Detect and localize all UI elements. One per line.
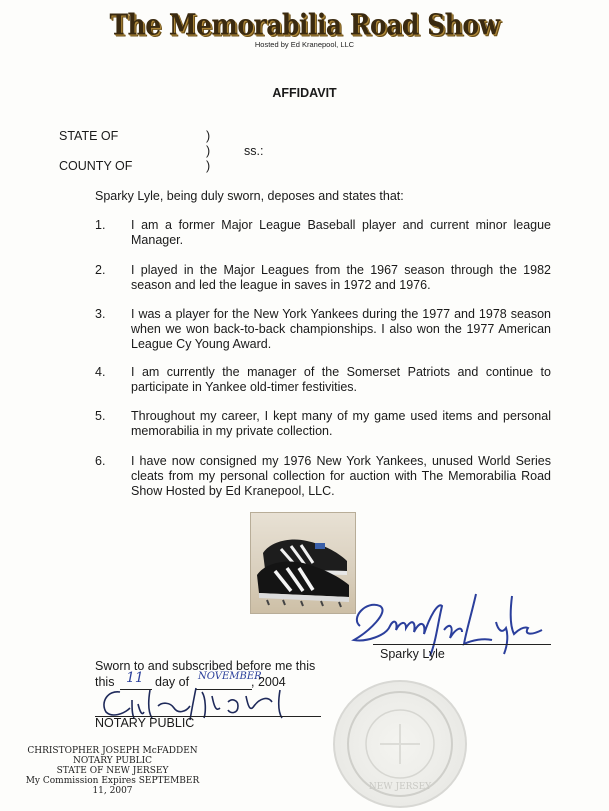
item-text: Throughout my career, I kept many of my game used items and personal memorabilia in my private collection. [131,409,551,438]
item-text: I have now consigned my 1976 New York Yankees, unused World Series cleats from my personal collection for auction with The Memorabilia Road Show Hosted by Ed Kranepool, LLC. [131,454,551,498]
venue-paren-3: ) [206,159,211,173]
month-value: NOVEMBER [198,671,262,682]
document-title: AFFIDAVIT [272,86,337,100]
notary-stamp-state: STATE OF NEW JERSEY [56,766,169,776]
notary-seal [333,680,467,808]
affiant-signature-line [373,644,551,645]
notary-label: NOTARY PUBLIC [95,716,195,730]
letterhead-subtitle: Hosted by Ed Kranepool, LLC [254,40,355,49]
item-text: I played in the Major Leagues from the 1967 season through the 1982 season and led the league in saves in 1972 and 1976. [131,263,551,292]
notary-stamp-expiry: My Commission Expires SEPTEMBER 11, 2007 [25,776,200,796]
item-number: 3. [95,307,106,321]
venue-paren-2: ) [206,144,211,158]
intro-statement: Sparky Lyle, being duly sworn, deposes and states that: [95,189,404,203]
ss-label: ss.: [244,144,264,158]
state-label: STATE OF [59,129,119,143]
item-text: I was a player for the New York Yankees during the 1977 and 1978 season when we won back-to-back championships. I also won the 1977 American League Cy Young Award. [131,307,551,351]
seal-text: NEW JERSEY [368,782,432,792]
jurat-line: Sworn to and subscribed before me this [95,659,316,673]
cleats-photo [250,512,356,614]
letterhead [0,7,609,49]
jurat-day-of: day of [155,675,190,689]
letterhead-title: The Memorabilia Road Show [109,7,500,42]
affiant-name: Sparky Lyle [380,647,445,661]
item-text: I am a former Major League Baseball player and current minor league Manager. [131,218,551,247]
item-number: 4. [95,365,106,379]
item-number: 2. [95,263,106,277]
affiant-signature [346,582,556,660]
item-number: 5. [95,409,106,423]
day-value: 11 [126,670,144,686]
item-number: 1. [95,218,106,232]
jurat-this: this [95,675,115,689]
notary-stamp-name: CHRISTOPHER JOSEPH McFADDEN [27,746,198,756]
county-label: COUNTY OF [59,159,133,173]
cleats-image [251,513,355,613]
jurat-year: , 2004 [251,675,286,689]
venue-paren-1: ) [206,129,211,143]
notary-stamp-title: NOTARY PUBLIC [72,756,153,766]
item-number: 6. [95,454,106,468]
item-text: I am currently the manager of the Somerset Patriots and continue to participate in Yankee old-timer festivities. [131,365,551,394]
notary-stamp [25,746,200,796]
